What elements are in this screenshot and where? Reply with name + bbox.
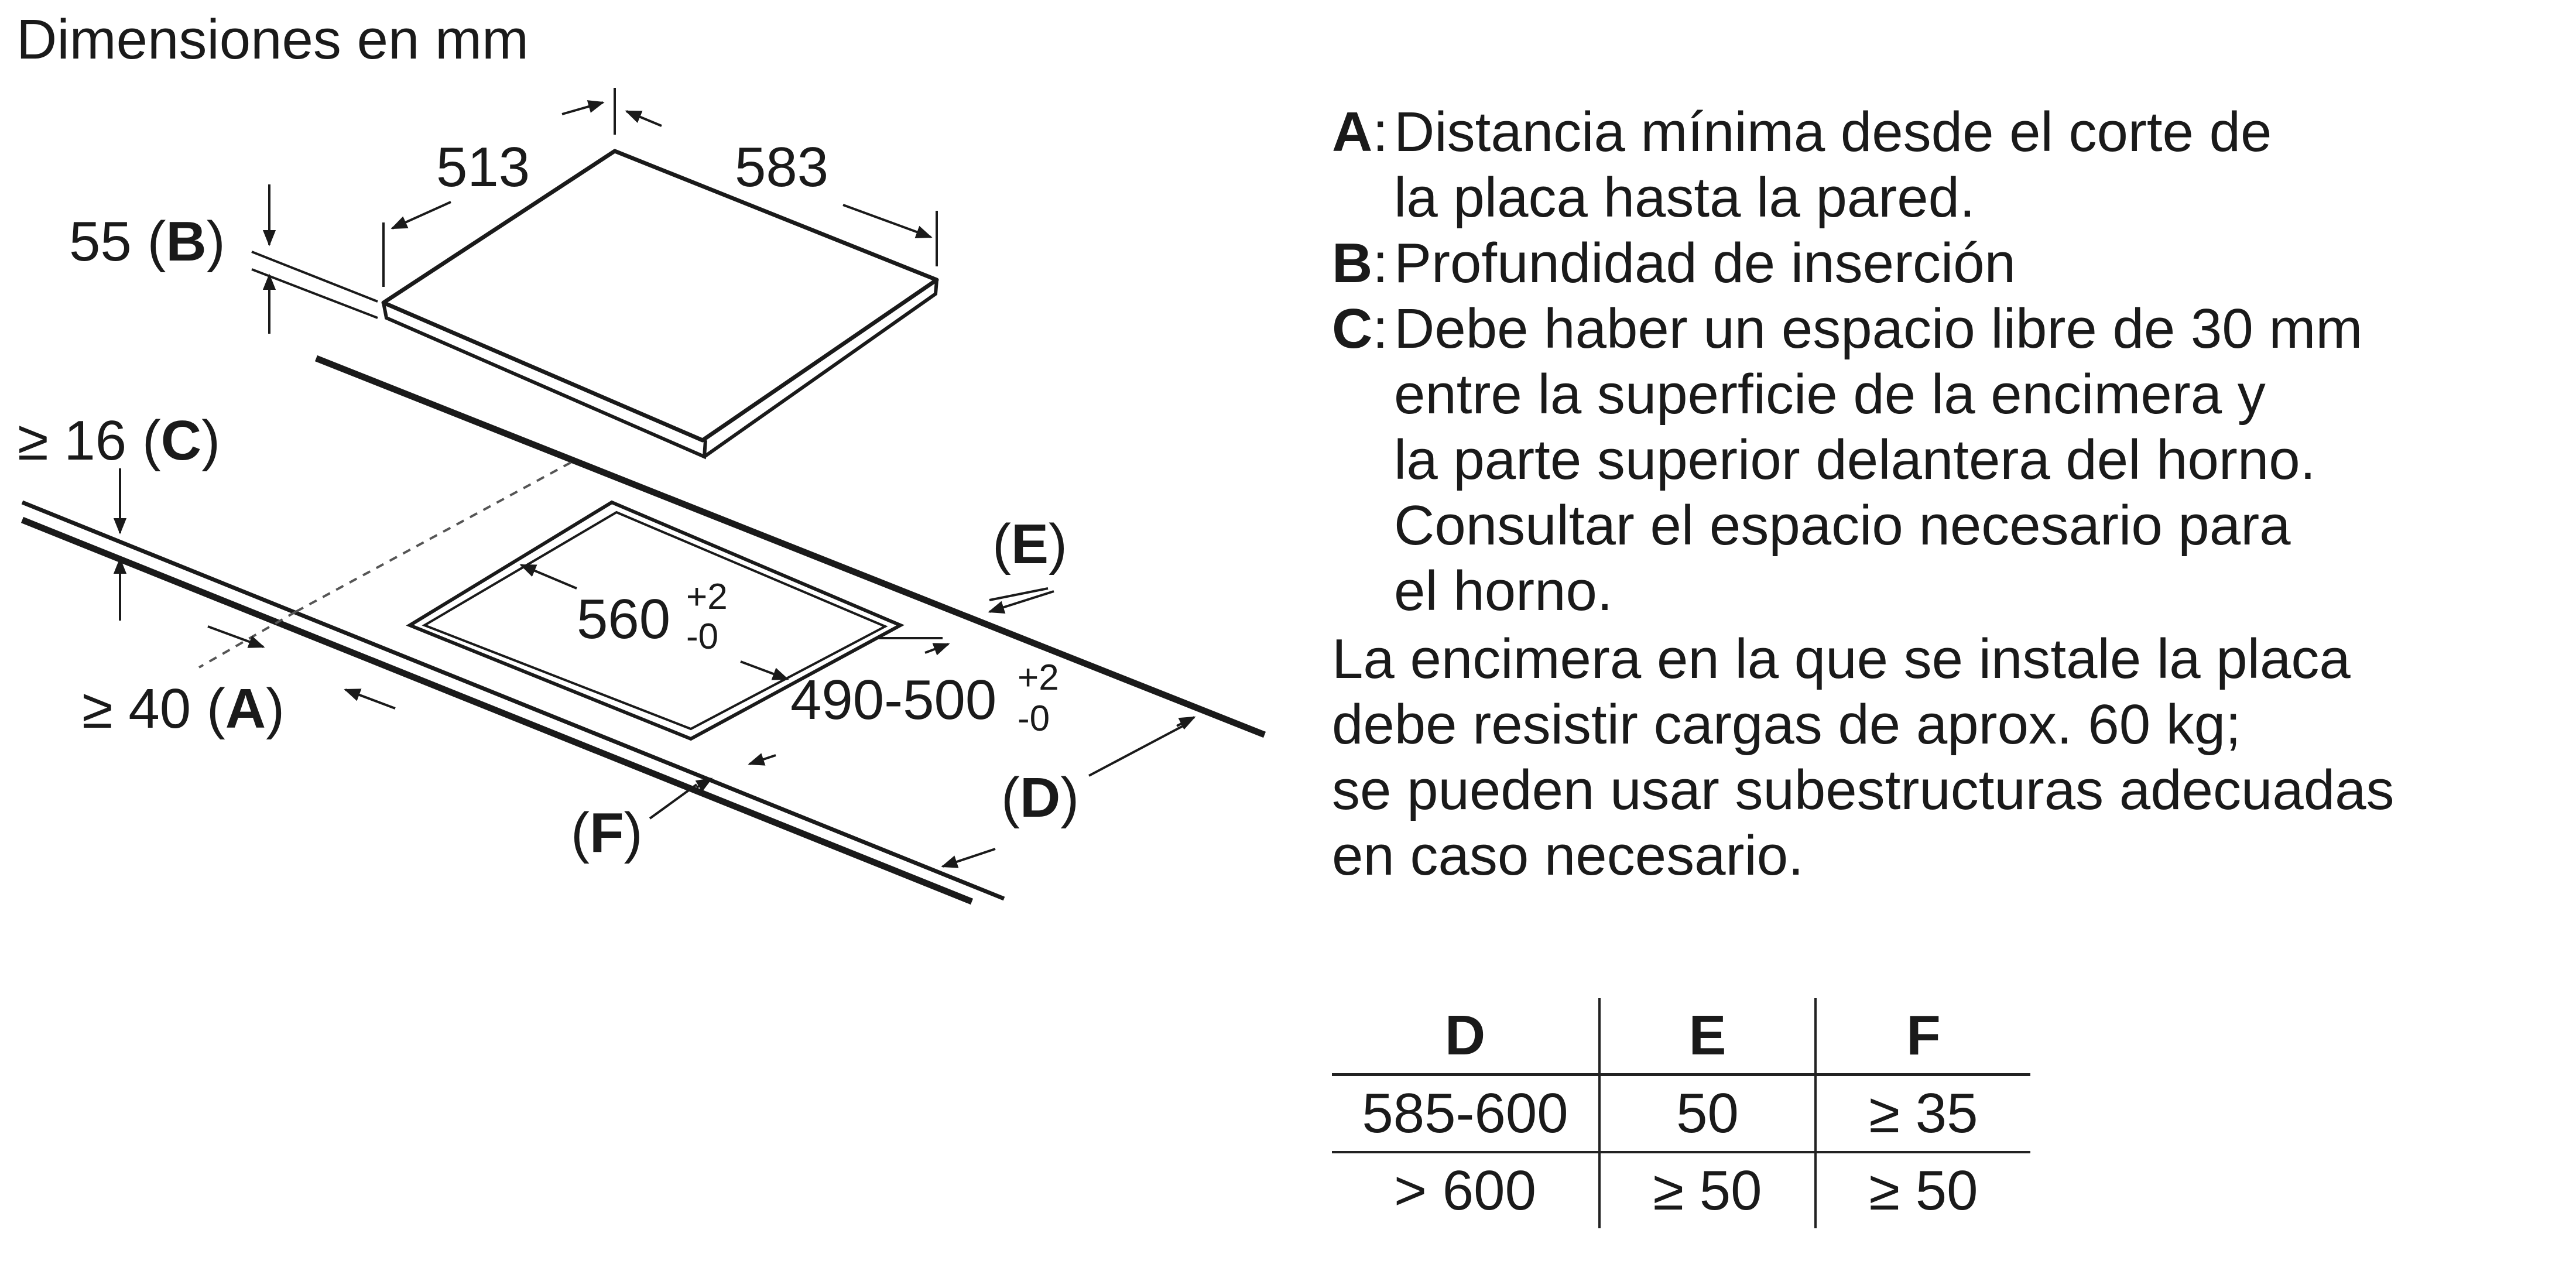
dimension-label-a-end: ) [266, 677, 285, 740]
legend-separator: : [1372, 297, 1388, 360]
dimension-label-c-end: ) [201, 409, 221, 472]
table-cell: 50 [1599, 1075, 1815, 1153]
load-note: La encimera en la que se instale la placa debe resistir cargas de aprox. 60 kg; se pueden usar subestructuras adecuadas en caso necesario. [1332, 628, 2395, 887]
legend-key: C [1332, 297, 1373, 360]
dimension-label-490-500-tolerance-plus: +2 [1018, 657, 1059, 698]
legend-text: Debe haber un espacio libre de 30 mm entre la superficie de la encimera y la parte superior delantera del horno. Consultar el espacio necesario para el horno. [1394, 297, 2363, 622]
table-cell: > 600 [1394, 1159, 1536, 1222]
legend-separator: : [1372, 101, 1388, 163]
legend-text: Distancia mínima desde el corte de la placa hasta la pared. [1394, 101, 2272, 229]
table-cell: ≥ 35 [1815, 1075, 2030, 1153]
dimension-label-b-value: 55 ( [69, 210, 166, 273]
table-cell: ≥ 50 [1599, 1152, 1815, 1228]
dimension-label-b [69, 210, 225, 273]
dimension-label-560-tolerance-plus: +2 [686, 577, 728, 617]
dimension-label-b-key: B [166, 210, 207, 273]
table-cell: 585-600 [1332, 1075, 1599, 1153]
table-header-d: D [1332, 998, 1599, 1075]
table-header-f: F [1815, 998, 2030, 1075]
legend-item-a [1332, 100, 2561, 231]
dimension-label-560-value: 560 [577, 588, 671, 650]
table-cell: ≥ 50 [1869, 1159, 1978, 1222]
dimension-label-513: 513 [436, 136, 530, 198]
legend-key: A [1332, 101, 1373, 163]
dimension-label-c-key: C [160, 409, 202, 472]
legend-item-c [1332, 296, 2561, 624]
legend-separator: : [1372, 232, 1388, 294]
table-header-e: E [1599, 998, 1815, 1075]
label-d: (D) [1001, 766, 1080, 829]
dimension-label-560 [577, 588, 670, 650]
dimension-label-490-500-value: 490-500 [790, 669, 997, 731]
dimension-label-c-value: ≥ 16 ( [18, 409, 161, 472]
table-header-row [1332, 998, 2030, 1075]
legend-key: B [1332, 232, 1373, 294]
table-row [1332, 1075, 2030, 1153]
dimension-label-583: 583 [735, 136, 829, 198]
dimension-label-560-tolerance-minus: -0 [686, 616, 719, 657]
dimension-label-a [82, 677, 285, 740]
dimension-label-490-500 [790, 669, 996, 731]
legend-item-b [1332, 231, 2561, 296]
legend [1332, 100, 2561, 889]
dimension-label-c [18, 409, 220, 472]
legend-text: Profundidad de inserción [1394, 232, 2016, 294]
table-row [1332, 1152, 2030, 1228]
dimension-label-a-key: A [225, 677, 266, 740]
label-f: (F) [571, 801, 643, 864]
page-title: Dimensiones en mm [16, 8, 529, 71]
dimension-label-490-500-tolerance-minus: -0 [1018, 698, 1050, 739]
dimension-label-a-value: ≥ 40 ( [82, 677, 225, 740]
installation-diagram [0, 0, 1288, 995]
dimension-table [1332, 998, 2030, 1228]
dimension-label-b-end: ) [206, 210, 225, 273]
label-e: (E) [992, 513, 1067, 576]
